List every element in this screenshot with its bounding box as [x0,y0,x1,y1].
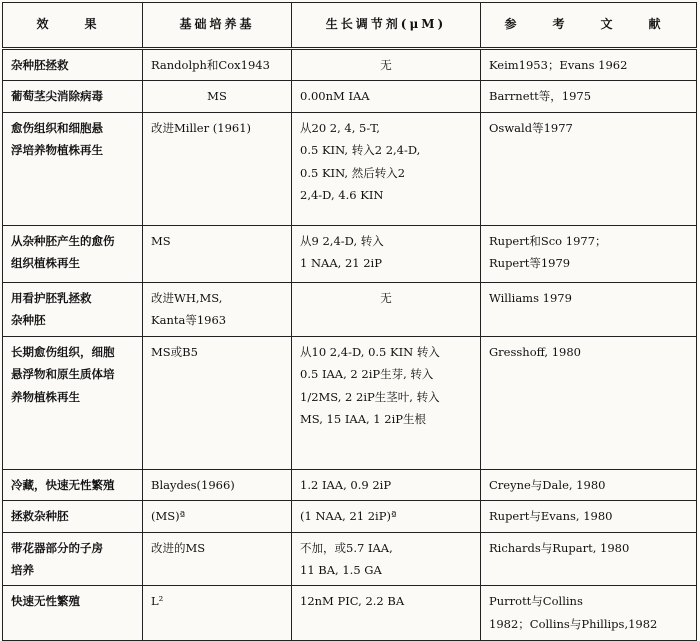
cell-regulator-line: 12nM PIC, 2.2 BA [300,594,405,609]
culture-media-table [2,2,697,641]
table-body [3,49,697,641]
table-row [3,225,697,282]
cell-regulator [292,112,481,225]
cell-reference-line: Barrnett等，1975 [489,89,592,104]
cell-effect [3,112,143,225]
cell-regulator-line: 从10 2,4-D, 0.5 KIN 转入 [300,344,440,359]
cell-effect-line: 快速无性繁殖 [11,594,80,609]
cell-effect [3,501,143,532]
cell-regulator-line: 0.5 KIN, 转入2 2,4-D, [300,143,421,158]
cell-medium [143,282,292,336]
cell-reference [481,282,697,336]
cell-reference [481,225,697,282]
cell-medium [143,501,292,532]
cell-medium [143,336,292,469]
cell-medium-line: L² [151,594,164,609]
cell-reference-line: Purrott与Collins [489,594,583,609]
cell-effect [3,49,143,81]
cell-regulator-line: 2,4-D, 4.6 KIN [300,188,384,203]
cell-effect-line: 养物植株再生 [11,389,80,404]
cell-reference-line: Richards与Rupart, 1980 [489,540,630,555]
cell-effect [3,532,143,586]
table-row [3,282,697,336]
cell-regulator [292,49,481,81]
cell-medium [143,49,292,81]
cell-medium [143,81,292,112]
cell-regulator-line: (1 NAA, 21 2iP)ª [300,509,397,524]
cell-medium-line: 改进WH,MS, [151,290,223,305]
cell-regulator-line: MS, 15 IAA, 1 2iP生根 [300,411,427,426]
cell-reference [481,469,697,500]
cell-regulator [292,282,481,336]
cell-reference-line: Creyne与Dale, 1980 [489,477,606,492]
cell-effect-line: 长期愈伤组织，细胞 [11,344,115,359]
cell-medium-line: (MS)ª [151,509,186,524]
cell-effect-line: 浮培养物植株再生 [11,143,103,158]
table-row [3,501,697,532]
cell-reference-line: Williams 1979 [489,290,572,305]
cell-regulator [292,469,481,500]
cell-reference [481,586,697,641]
cell-regulator-line: 0.5 KIN, 然后转入2 [300,165,406,180]
cell-effect-line: 悬浮物和原生质体培 [11,367,115,382]
cell-regulator [292,81,481,112]
cell-effect-line: 杂种胚 [11,313,46,328]
cell-medium-line: 改进Miller (1961) [151,120,252,135]
cell-effect-line: 培养 [11,562,34,577]
table-row [3,532,697,586]
cell-regulator-line: 从20 2, 4, 5-T, [300,120,380,135]
cell-effect-line: 用看护胚乳拯救 [11,290,92,305]
cell-medium-line: Kanta等1963 [151,313,227,328]
table-row [3,112,697,225]
table-row [3,469,697,500]
cell-regulator [292,225,481,282]
cell-medium-line: MS [207,89,227,104]
cell-effect [3,336,143,469]
table-row [3,336,697,469]
cell-regulator [292,532,481,586]
cell-regulator [292,586,481,641]
cell-effect-line: 拯救杂种胚 [11,509,69,524]
cell-medium [143,112,292,225]
table-row [3,81,697,112]
table-row [3,49,697,81]
cell-regulator-line: 不加，或5.7 IAA, [300,540,393,555]
table-row [3,586,697,641]
cell-effect-line: 冷藏，快速无性繁殖 [11,477,115,492]
header-regulator: 生长调节剂(μM) [292,3,481,49]
cell-medium-line: Randolph和Cox1943 [151,58,270,72]
cell-effect-line: 组织植株再生 [11,256,80,271]
header-row [3,3,697,49]
cell-reference-line: Rupert与Evans, 1980 [489,509,613,524]
cell-medium-line: Blaydes(1966) [151,477,235,492]
cell-reference-line: Gresshoff, 1980 [489,344,581,359]
cell-medium-line: 改进的MS [151,540,206,555]
cell-reference-line: Rupert等1979 [489,256,571,271]
cell-regulator-line: 1.2 IAA, 0.9 2iP [300,477,392,492]
cell-regulator-line: 无 [380,58,392,72]
cell-reference [481,336,697,469]
cell-reference-line: Keim1953；Evans 1962 [489,58,628,72]
cell-regulator-line: 11 BA, 1.5 GA [300,562,382,577]
cell-medium [143,532,292,586]
cell-reference [481,81,697,112]
header-medium: 基础培养基 [143,3,292,49]
cell-reference [481,532,697,586]
cell-regulator-line: 无 [380,290,392,305]
cell-effect [3,586,143,641]
cell-medium [143,225,292,282]
cell-effect-line: 杂种胚拯救 [11,58,69,72]
cell-reference-line: Oswald等1977 [489,120,573,135]
cell-effect-line: 带花器部分的子房 [11,540,103,555]
header-effect: 效 果 [3,3,143,49]
cell-medium-line: MS [151,233,171,248]
cell-regulator-line: 1 NAA, 21 2iP [300,256,382,271]
cell-effect-line: 葡萄茎尖消除病毒 [11,89,103,104]
cell-medium [143,469,292,500]
header-reference: 参 考 文 献 [481,3,697,49]
cell-reference-line: Rupert和Sco 1977； [489,233,607,248]
cell-medium-line: MS或B5 [151,344,198,359]
cell-medium [143,586,292,641]
cell-effect [3,469,143,500]
cell-regulator [292,501,481,532]
cell-regulator-line: 0.00nM IAA [300,89,370,104]
cell-effect-line: 从杂种胚产生的愈伤 [11,233,115,248]
cell-reference [481,501,697,532]
cell-effect-line: 愈伤组织和细胞悬 [11,120,103,135]
cell-reference [481,112,697,225]
cell-reference-line: 1982；Collins与Phillips,1982 [489,616,658,631]
cell-effect [3,225,143,282]
cell-regulator [292,336,481,469]
cell-effect [3,282,143,336]
cell-effect [3,81,143,112]
cell-reference [481,49,697,81]
cell-regulator-line: 从9 2,4-D, 转入 [300,233,384,248]
cell-regulator-line: 0.5 IAA, 2 2iP生芽, 转入 [300,367,434,382]
cell-regulator-line: 1/2MS, 2 2iP生茎叶, 转入 [300,389,440,404]
